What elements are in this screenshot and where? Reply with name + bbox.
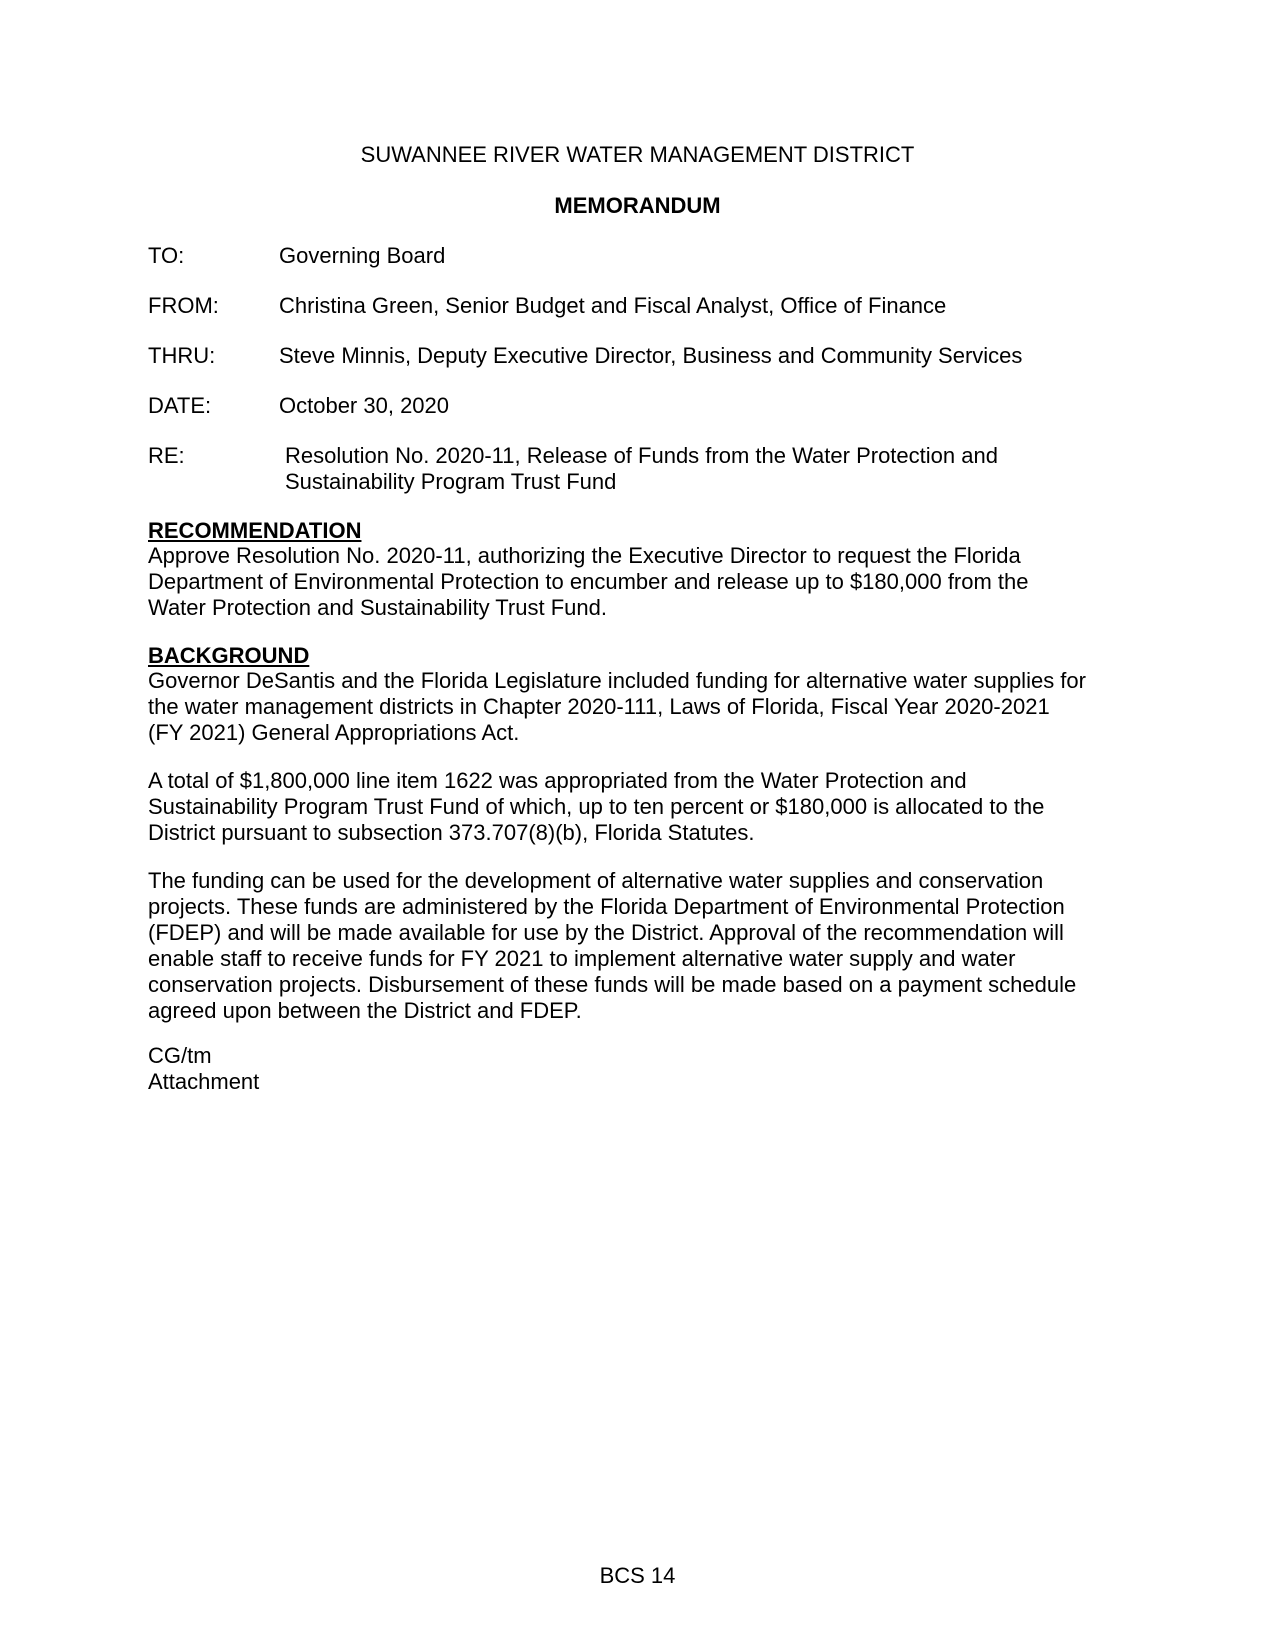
background-line: The funding can be used for the development of alternative water supplies and conservation — [148, 868, 1044, 893]
background-line: Governor DeSantis and the Florida Legislature included funding for alternative water supplies for — [148, 668, 1086, 693]
attachment-note: Attachment — [148, 1069, 260, 1094]
background-line: the water management districts in Chapter 2020-111, Laws of Florida, Fiscal Year 2020-2021 — [148, 694, 1050, 719]
from-value: Christina Green, Senior Budget and Fiscal Analyst, Office of Finance — [279, 293, 947, 318]
recommendation-paragraph — [148, 543, 1148, 621]
recommendation-line: Water Protection and Sustainability Trust Fund. — [148, 595, 607, 620]
recommendation-line: Department of Environmental Protection to encumber and release up to $180,000 from the — [148, 569, 1029, 594]
date-label: DATE: — [148, 393, 212, 418]
to-label: TO: — [148, 243, 185, 268]
re-line-2: Sustainability Program Trust Fund — [285, 469, 617, 494]
background-line: projects. These funds are administered by the Florida Department of Environmental Protection — [148, 894, 1065, 919]
closing-block — [148, 1043, 1148, 1095]
recommendation-line: Approve Resolution No. 2020-11, authorizing the Executive Director to request the Florida — [148, 543, 1021, 568]
recommendation-heading: RECOMMENDATION — [148, 518, 362, 543]
background-paragraph-1 — [148, 668, 1148, 746]
to-value: Governing Board — [279, 243, 446, 268]
re-label: RE: — [148, 443, 185, 468]
background-line: Sustainability Program Trust Fund of which, up to ten percent or $180,000 is allocated to the — [148, 794, 1045, 819]
background-line: A total of $1,800,000 line item 1622 was appropriated from the Water Protection and — [148, 768, 967, 793]
background-heading: BACKGROUND — [148, 643, 310, 668]
re-value — [285, 443, 1165, 495]
background-paragraph-2 — [148, 768, 1148, 846]
background-line: (FDEP) and will be made available for use by the District. Approval of the recommendation will — [148, 920, 1064, 945]
background-line: enable staff to receive funds for FY 2021 to implement alternative water supply and water — [148, 946, 1016, 971]
thru-label: THRU: — [148, 343, 216, 368]
background-line: agreed upon between the District and FDEP. — [148, 998, 582, 1023]
background-line: (FY 2021) General Appropriations Act. — [148, 720, 520, 745]
organization-name: SUWANNEE RIVER WATER MANAGEMENT DISTRICT — [360, 142, 915, 167]
page-footer-code: BCS 14 — [599, 1563, 676, 1588]
re-line-1: Resolution No. 2020-11, Release of Funds from the Water Protection and — [285, 443, 998, 468]
thru-value: Steve Minnis, Deputy Executive Director, Business and Community Services — [279, 343, 1023, 368]
from-label: FROM: — [148, 293, 219, 318]
memo-title: MEMORANDUM — [554, 193, 721, 218]
background-line: conservation projects. Disbursement of these funds will be made based on a payment schedule — [148, 972, 1077, 997]
author-initials: CG/tm — [148, 1043, 212, 1068]
background-paragraph-3 — [148, 868, 1148, 1024]
date-value: October 30, 2020 — [279, 393, 450, 418]
background-line: District pursuant to subsection 373.707(8)(b), Florida Statutes. — [148, 820, 755, 845]
